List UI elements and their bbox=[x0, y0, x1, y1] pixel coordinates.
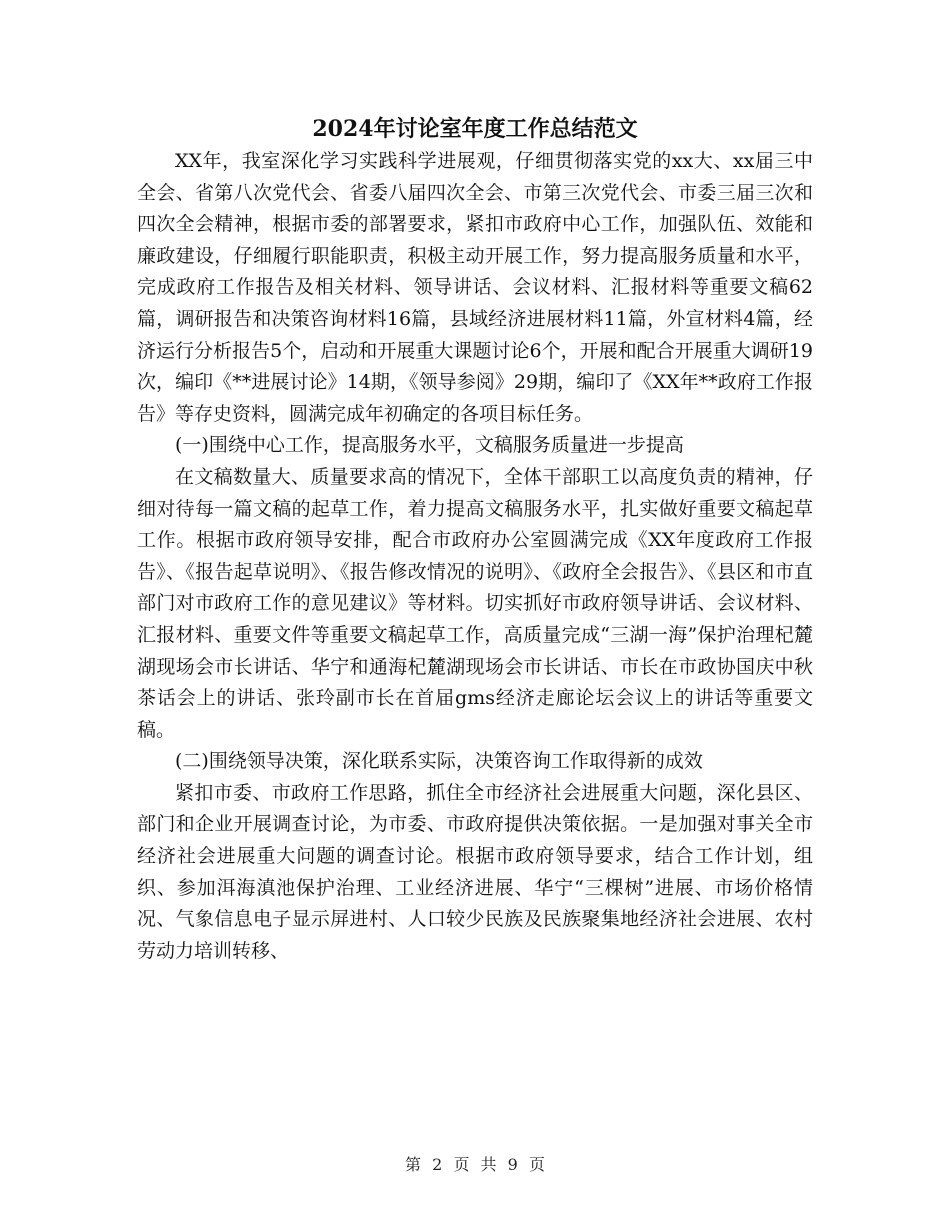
footer-suffix: 页 bbox=[528, 1155, 545, 1174]
footer-prefix: 第 bbox=[405, 1155, 422, 1174]
section-heading-2: (二)围绕领导决策，深化联系实际，决策咨询工作取得新的成效 bbox=[175, 750, 703, 773]
footer-page-word: 页 bbox=[453, 1155, 470, 1174]
section-heading-1: (一)围绕中心工作，提高服务水平，文稿服务质量进一步提高 bbox=[175, 434, 684, 457]
document-body bbox=[137, 146, 813, 967]
footer-page-total: 9 bbox=[507, 1155, 518, 1174]
page-footer bbox=[0, 1154, 950, 1176]
paragraph-section-2: 紧扣市委、市政府工作思路，抓住全市经济社会进展重大问题，深化县区、部门和企业开展调查讨论，为市委、市政府提供决策依据。一是加强对事关全市经济社会进展重大问题的调查讨论。根据市政府领导要求，结合工作计划，组织、参加洱海滇池保护治理、工业经济进展、华宁“三棵树”进展、市场价格情况、气象信息电子显示屏进村、人口较少民族及民族聚集地经济社会进展、农村劳动力培训转移、 bbox=[137, 781, 813, 962]
document-title: 2024年讨论室年度工作总结范文 bbox=[312, 116, 638, 142]
footer-total-word: 共 bbox=[480, 1155, 497, 1174]
document-page bbox=[137, 0, 813, 1230]
paragraph-section-1: 在文稿数量大、质量要求高的情况下，全体干部职工以高度负责的精神，仔细对待每一篇文稿的起草工作，着力提高文稿服务水平，扎实做好重要文稿起草工作。根据市政府领导安排，配合市政府办公室圆满完成《XX年度政府工作报告》、《报告起草说明》、《报告修改情况的说明》、《政府全会报告》、《县区和市直部门对市政府工作的意见建议》等材料。切实抓好市政府领导讲话、会议材料、汇报材料、重要文件等重要文稿起草工作，高质量完成“三湖一海”保护治理杞麓湖现场会市长讲话、华宁和通海杞麓湖现场会市长讲话、市长在市政协国庆中秋茶话会上的讲话、张玲副市长在首届gms经济走廊论坛会议上的讲话等重要文稿。 bbox=[137, 465, 813, 741]
paragraph-intro: XX年，我室深化学习实践科学进展观，仔细贯彻落实党的xx大、xx届三中全会、省第八次党代会、省委八届四次全会、市第三次党代会、市委三届三次和四次全会精神，根据市委的部署要求，紧扣市政府中心工作，加强队伍、效能和廉政建设，仔细履行职能职责，积极主动开展工作，努力提高服务质量和水平，完成政府工作报告及相关材料、领导讲话、会议材料、汇报材料等重要文稿62篇，调研报告和决策咨询材料16篇，县域经济进展材料11篇，外宣材料4篇，经济运行分析报告5个，启动和开展重大课题讨论6个，开展和配合开展重大调研19次，编印《**进展讨论》14期，《领导参阅》29期，编印了《XX年**政府工作报告》等存史资料，圆满完成年初确定的各项目标任务。 bbox=[137, 150, 813, 425]
footer-page-current: 2 bbox=[432, 1155, 443, 1174]
